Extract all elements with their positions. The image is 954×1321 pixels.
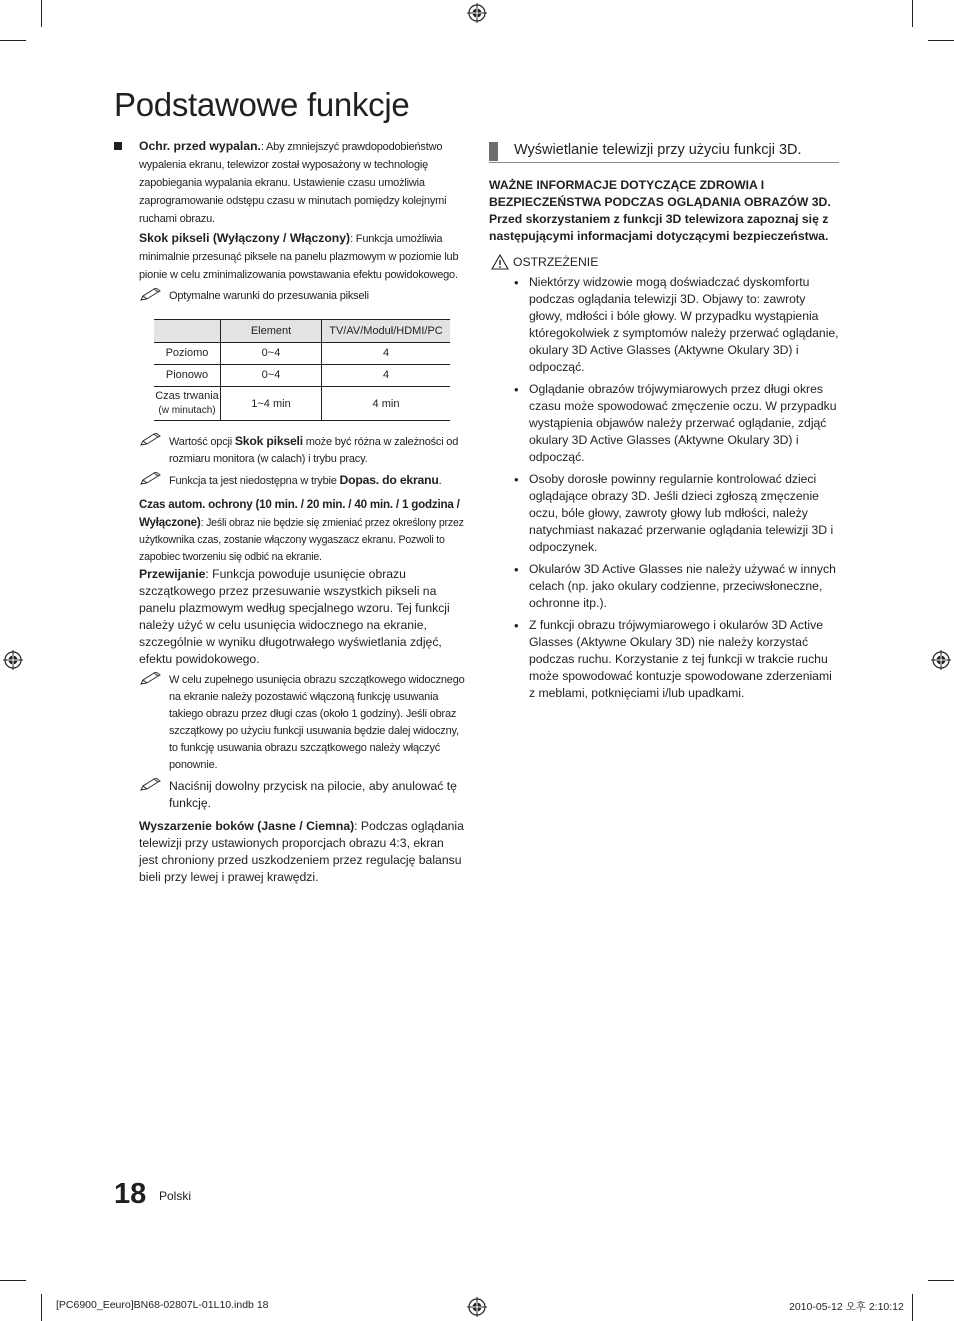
pencil-note-icon bbox=[139, 672, 161, 686]
pencil-note-icon bbox=[139, 288, 161, 302]
square-bullet-icon bbox=[114, 142, 122, 150]
przew-label: Przewijanie bbox=[139, 567, 206, 581]
note-text: może być różna w zależności od rozmiaru monitora (w calach) i trybu pracy. bbox=[169, 436, 459, 465]
section-heading bbox=[489, 140, 839, 163]
table-header-row bbox=[154, 320, 450, 343]
footer-file: [PC6900_Eeuro]BN68-02807L-01L10.indb 18 bbox=[56, 1299, 269, 1311]
table-cell-sub: (w minutach) bbox=[158, 405, 216, 416]
warning-triangle-icon bbox=[491, 254, 509, 270]
crop-mark bbox=[0, 1280, 26, 1281]
note-text: Wartość opcji bbox=[169, 436, 235, 448]
note-nacisnij bbox=[114, 778, 466, 812]
crop-mark bbox=[912, 0, 913, 27]
table-cell: 0~4 bbox=[221, 343, 322, 365]
czas-label: Czas autom. ochrony (10 min. / 20 min. / 40 min. / 1 godzina / Wyłączone) bbox=[139, 498, 460, 529]
list-item: • Z funkcji obrazu trójwymiarowego i okularów 3D Active Glasses (Aktywne Okulary 3D) nie należy korzystać podczas ruchu. Korzystanie z tej funkcji w trakcie ruchu może spowodować kontuzje spowodowane zderzeniami z meblami, potknięciami i/lub upadkami. bbox=[489, 617, 839, 702]
note-text: . bbox=[438, 475, 442, 487]
left-column bbox=[114, 138, 466, 886]
note-optimal bbox=[114, 288, 466, 305]
skok-text: : Funkcja umożliwia minimalnie przesunąć piksele na panelu plazmowym w poziomie lub pionie w celu zminimalizowania powstawania efektu powidokowego. bbox=[139, 233, 459, 281]
table-cell: Poziomo bbox=[154, 343, 221, 365]
note-celu bbox=[114, 672, 466, 774]
language-label: Polski bbox=[159, 1189, 192, 1203]
ochr-text: : Aby zmniejszyć prawdopodobieństwo wypalenia ekranu, telewizor został wyposażony w technologię zapobiegania wypalania ekranu. Ustawienie czasu umożliwia zaprogramowanie odstępu czasu w minutach pomiędzy kolejnymi ruchami obrazu. bbox=[139, 141, 447, 225]
przew-text: : Funkcja powoduje usunięcie obrazu szczątkowego przez przesuwanie wszystkich pikseli na panelu plazmowym według specjalnego wzoru. Tej funkcji należy użyć w celu usunięcia widocznego na ekranie, szczególnie w wyniku długotrwałego wyświetlania zdjęć, efektu powidokowego. bbox=[139, 567, 450, 666]
wysz-label: Wyszarzenie boków (Jasne / Ciemna) bbox=[139, 819, 355, 833]
table-cell-label: Czas trwania bbox=[155, 390, 219, 402]
right-column bbox=[489, 140, 839, 707]
table-cell: 4 bbox=[322, 365, 451, 387]
pixel-shift-table bbox=[154, 319, 450, 421]
list-item: • Okularów 3D Active Glasses nie należy używać w innych celach (np. jako okulary codzienne, przeciwsłoneczne, ochronne itp.). bbox=[489, 561, 839, 612]
note-bold: Dopas. do ekranu bbox=[339, 473, 439, 487]
pencil-note-icon bbox=[139, 778, 161, 792]
registration-mark-icon bbox=[3, 650, 23, 670]
registration-mark-icon bbox=[931, 650, 951, 670]
table-row bbox=[154, 343, 450, 365]
pencil-note-icon bbox=[139, 433, 161, 447]
note-bold: Skok pikseli bbox=[234, 434, 303, 448]
note-text: Funkcja ta jest niedostępna w trybie bbox=[169, 475, 340, 487]
ochr-paragraph bbox=[114, 138, 466, 228]
note-celu-text: W celu zupełnego usunięcia obrazu szczątkowego widocznego na ekranie należy pozostawić włączoną funkcję usuwania takiego obrazu przez długi czas (około 1 godziny). Jeśli obraz szczątkowy po użyciu funkcji usuwania będzie dalej widoczny, to funkcję usuwania obrazu szczątkowego należy włączyć ponownie. bbox=[169, 674, 465, 771]
table-cell: 4 min bbox=[322, 387, 451, 421]
crop-mark bbox=[0, 40, 26, 41]
page-title: Podstawowe funkcje bbox=[114, 86, 410, 123]
note-wartosc bbox=[114, 433, 466, 468]
crop-mark bbox=[41, 0, 42, 27]
table-row bbox=[154, 365, 450, 387]
ochr-label: Ochr. przed wypalan. bbox=[139, 139, 261, 153]
footer-date: 2010-05-12 오후 2:10:12 bbox=[789, 1301, 904, 1313]
note-optimal-text: Optymalne warunki do przesuwania pikseli bbox=[169, 290, 369, 302]
registration-mark-icon bbox=[467, 1297, 487, 1317]
list-item: • Oglądanie obrazów trójwymiarowych przez długi okres czasu może spowodować zmęczenie oczu. W przypadku wystąpienia objawów należy przerwać oglądanie, zdjąć okulary 3D Active Glasses (Aktywne Okulary 3D) i odpocząć. bbox=[489, 381, 839, 466]
important-notice: WAŻNE INFORMACJE DOTYCZĄCE ZDROWIA I BEZPIECZEŃSTWA PODCZAS OGLĄDANIA OBRAZÓW 3D. bbox=[489, 178, 831, 209]
warning-label bbox=[489, 254, 839, 271]
czas-paragraph bbox=[114, 496, 466, 566]
section-heading-text: Wyświetlanie telewizji przy użyciu funkcji 3D. bbox=[514, 142, 802, 158]
crop-mark bbox=[928, 1280, 954, 1281]
crop-mark bbox=[41, 1294, 42, 1321]
przew-paragraph bbox=[114, 566, 466, 668]
table-cell: 1~4 min bbox=[221, 387, 322, 421]
skok-paragraph bbox=[114, 230, 466, 284]
table-header bbox=[154, 320, 221, 343]
skok-label: Skok pikseli (Wyłączony / Włączony) bbox=[139, 231, 351, 245]
wysz-text: : Podczas oglądania telewizji przy ustawionych proporcjach obrazu 4:3, ekran jest chroniony przed uszkodzeniem przez regulację balansu bieli przy lewej i prawej krawędzi. bbox=[139, 819, 464, 884]
table-cell: 4 bbox=[322, 343, 451, 365]
page-number: 18 bbox=[114, 1178, 147, 1210]
registration-mark-icon bbox=[467, 3, 487, 23]
table-row bbox=[154, 387, 450, 421]
note-funkcja bbox=[114, 472, 466, 490]
table-cell: Pionowo bbox=[154, 365, 221, 387]
list-item: • Osoby dorosłe powinny regularnie kontrolować dzieci oglądające obrazy 3D. Jeśli dzieci zgłoszą zmęczenie oczu, bóle głowy, zawroty głowy lub mdłości, należy natychmiast nakazać przerwanie oglądania telewizji 3D i odpoczynek. bbox=[489, 471, 839, 556]
crop-mark bbox=[912, 1294, 913, 1321]
table-cell: 0~4 bbox=[221, 365, 322, 387]
wysz-paragraph bbox=[114, 818, 466, 886]
warning-list bbox=[489, 274, 839, 702]
crop-mark bbox=[928, 40, 954, 41]
czas-text: : Jeśli obraz nie będzie się zmieniać przez określony przez użytkownika czas, zostanie włączony wygaszacz ekranu. Pozwoli to zapobiec tworzeniu się odbić na ekranie. bbox=[139, 517, 464, 563]
important-notice-2: Przed skorzystaniem z funkcji 3D telewizora zapoznaj się z następującymi informacjami dotyczącymi bezpieczeństwa. bbox=[489, 212, 829, 243]
list-item: • Niektórzy widzowie mogą doświadczać dyskomfortu podczas oglądania telewizji 3D. Objawy to: zawroty głowy, mdłości i bóle głowy. W przypadku wystąpienia któregokolwiek z symptomów należy przerwać oglądanie, okulary 3D Active Glasses (Aktywne Okulary 3D) i odpocząć. bbox=[489, 274, 839, 376]
note-nacisnij-text: Naciśnij dowolny przycisk na pilocie, aby anulować tę funkcję. bbox=[169, 779, 457, 810]
heading-bar bbox=[489, 142, 498, 161]
table-cell bbox=[154, 387, 221, 421]
warning-text: OSTRZEŻENIE bbox=[513, 255, 599, 269]
table-header: Element bbox=[221, 320, 322, 343]
table-header: TV/AV/Moduł/HDMI/PC bbox=[322, 320, 451, 343]
pencil-note-icon bbox=[139, 472, 161, 486]
